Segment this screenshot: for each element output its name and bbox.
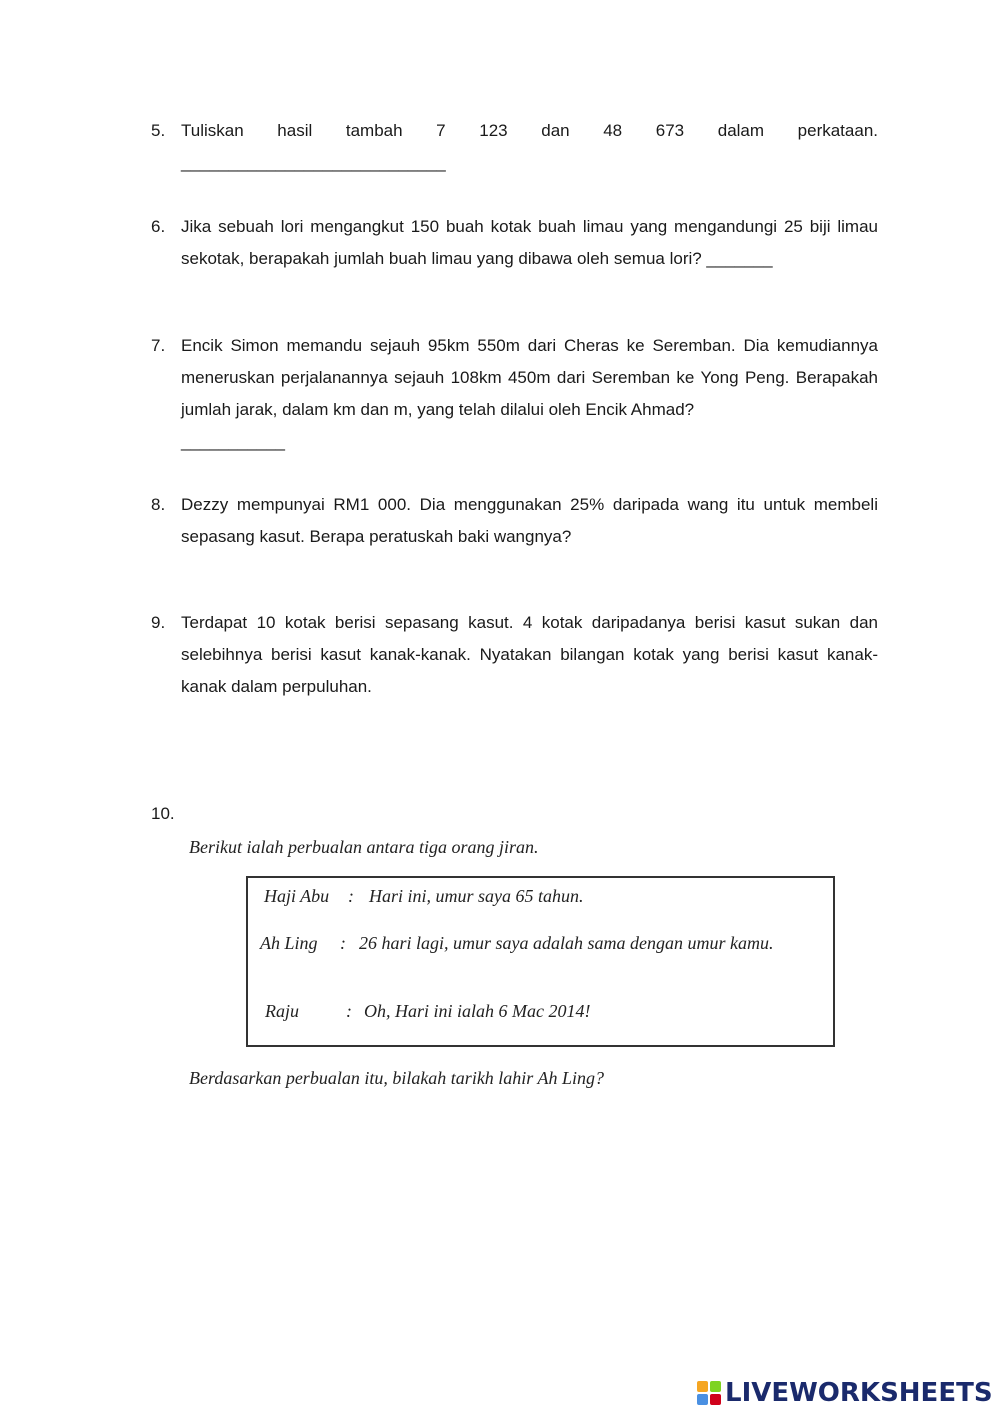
liveworksheets-logo (697, 1378, 993, 1408)
question-6-text: Jika sebuah lori mengangkut 150 buah kotak buah limau yang mengandungi 25 biji limau sekotak, berapakah jumlah buah limau yang dibawa oleh semua lori? _______ (181, 217, 878, 268)
dialogue-separator: : (346, 1001, 352, 1021)
answer-blank[interactable]: ____________________________ (181, 153, 446, 172)
question-7-text: Encik Simon memandu sejauh 95km 550m dari Cheras ke Seremban. Dia kemudiannya meneruskan perjalanannya sejauh 108km 450m dari Seremban ke Yong Peng. Berapakah jumlah jarak, dalam km dan m, yang telah dilalui oleh Encik Ahmad? (181, 336, 878, 419)
dialogue-line-ah-ling: 26 hari lagi, umur saya adalah sama dengan umur kamu. (359, 933, 774, 953)
question-6 (151, 211, 878, 275)
question-9-text: Terdapat 10 kotak berisi sepasang kasut. 4 kotak daripadanya berisi kasut sukan dan selebihnya berisi kasut kanak-kanak. Nyatakan bilangan kotak yang berisi kasut kanak-kanak dalam perpuluhan. (181, 613, 878, 696)
question-5 (151, 115, 878, 179)
word: 673 (655, 121, 685, 140)
logo-mark-cell (710, 1381, 721, 1392)
dialogue-line-haji-abu: Hari ini, umur saya 65 tahun. (369, 886, 584, 906)
question-number: 7. (151, 336, 166, 355)
logo-mark-cell (697, 1394, 708, 1405)
question-10-intro: Berikut ialah perbualan antara tiga orang jiran. (189, 837, 539, 857)
dialogue-box (246, 876, 835, 1047)
speaker-haji-abu: Haji Abu (264, 886, 330, 906)
logo-text: LIVEWORKSHEETS (725, 1378, 993, 1408)
dialogue-separator: : (348, 886, 354, 906)
word: hasil (277, 121, 313, 140)
question-8 (151, 489, 878, 553)
speaker-ah-ling: Ah Ling (260, 933, 318, 953)
question-5-text (181, 115, 878, 147)
question-9 (151, 607, 878, 703)
word: dan (541, 121, 570, 140)
dialogue-separator: : (340, 933, 346, 953)
word: 7 (436, 121, 446, 140)
question-number: 6. (151, 217, 166, 236)
question-number: 9. (151, 613, 166, 632)
word: tambah (345, 121, 403, 140)
word: Tuliskan (181, 121, 244, 140)
logo-mark-cell (710, 1394, 721, 1405)
question-number: 10. (151, 804, 175, 823)
question-7 (151, 330, 878, 458)
logo-mark-cell (697, 1381, 708, 1392)
question-10-prompt: Berdasarkan perbualan itu, bilakah tarikh lahir Ah Ling? (189, 1068, 604, 1088)
question-8-text: Dezzy mempunyai RM1 000. Dia menggunakan 25% daripada wang itu untuk membeli sepasang kasut. Berapa peratuskah baki wangnya? (181, 495, 878, 546)
dialogue-line-raju: Oh, Hari ini ialah 6 Mac 2014! (364, 1001, 591, 1021)
word: perkataan. (797, 121, 878, 140)
speaker-raju: Raju (265, 1001, 299, 1021)
word: 48 (603, 121, 623, 140)
word: dalam (717, 121, 765, 140)
answer-blank[interactable]: ___________ (181, 432, 286, 451)
question-number: 8. (151, 495, 166, 514)
logo-mark-icon (697, 1381, 721, 1405)
word: 123 (479, 121, 508, 140)
question-number: 5. (151, 121, 166, 140)
